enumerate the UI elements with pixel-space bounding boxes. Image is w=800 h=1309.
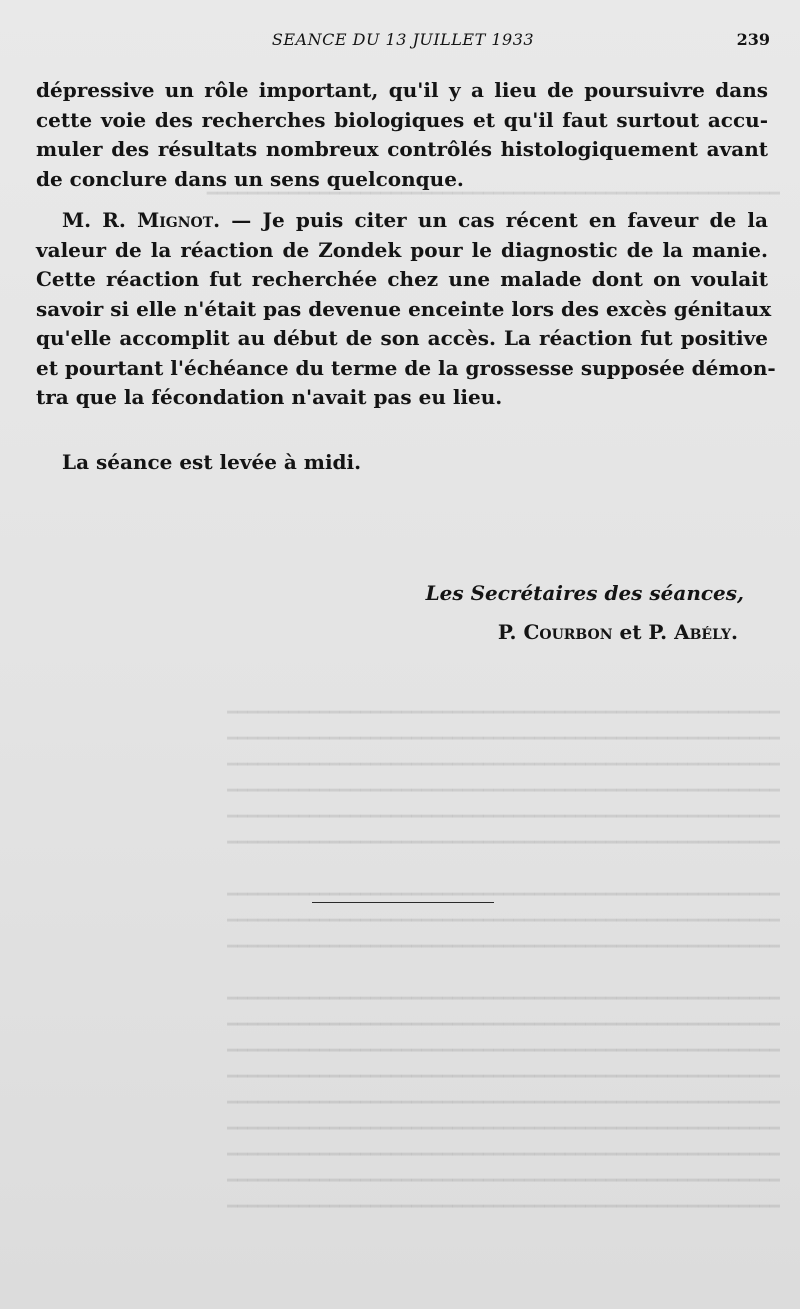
name-connector: et P. — [612, 620, 675, 644]
page-number: 239 — [736, 30, 770, 49]
running-head: SEANCE DU 13 JUILLET 1933 — [271, 30, 535, 49]
show-through-texture: ━━━━━━━━━━━━━━━━━━━━━━━━━━━━━━━━━━━━━━━━━━━━━━━━━━━━━━ ━━━━━━━━━━━━━━━━━━━━━━━━━━━━━━━━━━━━━━━━━━━━━━━━━━━━━━ ━━━━━━━━━━━━━━━━━━━━━━━━━━━━━━━━━━━━━━━━━━━━━━━━━━━━━━ ━━━━━━━━━━━━━━━━━━━━━━━━━━━━━━━━━━━━━━━━━━━━━━━━━━━━━━ ━━━━━━━━━━━━━━━━━━━━━━━━━━━━━━━━━━━━━━━━━━━━━━━━━━━━━━ ━━━━━━━━━━━━━━━━━━━━━━━━━━━━━━━━━━━━━━━━━━━━━━━━━━━━━━ ━━━━━━━━━━━━━━━━━━━━━━━━━━━━━━━━━━━━━━━━━━━━━━━━━━━━━━ ━━━━━━━━━━━━━━━━━━━━━━━━━━━━━━━━━━━━━━━━━━━━━━━━━━━━━━ ━━━━━━━━━━━━━━━━━━━━━━━━━━━━━━━━━━━━━━━━━━━━━━━━━━━━━━ ━━━━━━━━━━━━━━━━━━━━━━━━━━━━━━━━━━━━━━━━━━━━━━━━━━━━━━ ━━━━━━━━━━━━━━━━━━━━━━━━━━━━━━━━━━━━━━━━━━━━━━━━━━━━━━ ━━━━━━━━━━━━━━━━━━━━━━━━━━━━━━━━━━━━━━━━━━━━━━━━━━━━━━ ━━━━━━━━━━━━━━━━━━━━━━━━━━━━━━━━━━━━━━━━━━━━━━━━━━━━━━ ━━━━━━━━━━━━━━━━━━━━━━━━━━━━━━━━━━━━━━━━━━━━━━━━━━━━━━ ━━━━━━━━━━━━━━━━━━━━━━━━━━━━━━━━━━━━━━━━━━━━━━━━━━━━━━ ━━━━━━━━━━━━━━━━━━━━━━━━━━━━━━━━━━━━━━━━━━━━━━━━━━━━━━ ━━━━━━━━━━━━━━━━━━━━━━━━━━━━━━━━━━━━━━━━━━━━━━━━━━━━━━ ━━━━━━━━━━━━━━━━━━━━━━━━━━━━━━━━━━━━━━━━━━━━━━━━━━━━━━ — [227, 703, 780, 1217]
show-through-texture: ━━━━━━━━━━━━━━━━━━━━━━━━━━━━━━━━━━━━━━━━━━━━━━━━━━━━━━━━ — [206, 184, 780, 204]
signature-title: Les Secrétaires des séances, — [425, 581, 744, 605]
text-line: de conclure dans un sens quelconque. — [36, 166, 464, 191]
paragraph-mignot-intervention — [36, 206, 776, 413]
text-line: valeur de la réaction de Zondek pour le diagnostic de la manie. — [36, 237, 768, 262]
text-line: dépressive un rôle important, qu'il y a lieu de poursuivre dans — [36, 78, 768, 102]
name-suffix: . — [731, 620, 738, 644]
text-line: tra que la fécondation n'avait pas eu lieu. — [36, 385, 503, 409]
text-line: qu'elle accomplit au début de son accès. La réaction fut positive — [36, 326, 768, 350]
text-line: et pourtant l'échéance du terme de la grossesse supposée démon- — [36, 355, 776, 380]
paragraph-discussion-end — [36, 76, 768, 194]
session-closing: La séance est levée à midi. — [62, 450, 362, 474]
text-line: cette voie des recherches biologiques et qu'il faut surtout accu- — [36, 107, 768, 132]
text-line: Cette réaction fut recherchée chez une malade dont on voulait — [36, 267, 768, 291]
speaker-name: Mignot — [137, 208, 214, 232]
secretary-name: Abély — [674, 620, 732, 644]
horizontal-rule — [312, 902, 494, 903]
name-prefix: P. — [497, 620, 524, 644]
speaker-statement-start: . — Je puis citer un cas récent en faveur de la — [213, 208, 768, 232]
signature-names — [498, 620, 738, 644]
text-line — [36, 206, 768, 236]
secretary-name: Courbon — [523, 620, 613, 644]
speaker-prefix: M. R. — [62, 208, 138, 232]
page-header — [36, 30, 770, 54]
text-line: savoir si elle n'était pas devenue enceinte lors des excès génitaux — [36, 296, 772, 321]
text-line: muler des résultats nombreux contrôlés histologiquement avant — [36, 137, 768, 161]
